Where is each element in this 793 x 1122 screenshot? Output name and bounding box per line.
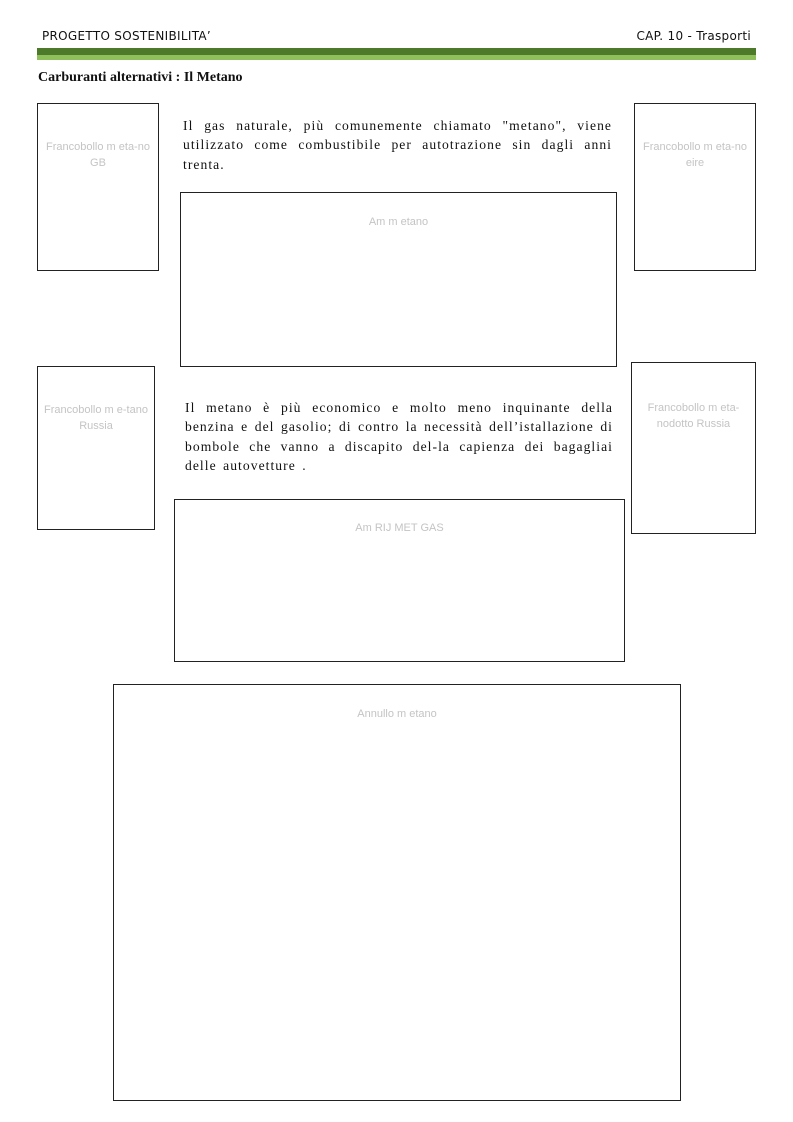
header-left: PROGETTO SOSTENIBILITA’ bbox=[42, 29, 212, 43]
section-title: Carburanti alternativi : Il Metano bbox=[38, 70, 243, 85]
stamp-label-metanodotto-russia: Francobollo m eta-nodotto Russia bbox=[647, 402, 740, 430]
paragraph-1: Il gas naturale, più comunemente chiamato "metano", viene utilizzato come combustibile per autotrazione sin dagli anni trenta. bbox=[183, 118, 612, 172]
cancellation-frame-metano bbox=[113, 684, 681, 1101]
header-band-light bbox=[37, 55, 756, 60]
cancellation-label-metano: Annullo m etano bbox=[357, 708, 437, 720]
meter-label-metano: Am m etano bbox=[368, 216, 429, 228]
stamp-frame-eire bbox=[634, 103, 756, 271]
stamp-frame-metanodotto-russia bbox=[631, 362, 756, 534]
stamp-label-russia: Francobollo m e-tano Russia bbox=[44, 404, 148, 432]
stamp-frame-russia bbox=[37, 366, 155, 530]
stamp-frame-gb bbox=[37, 103, 159, 271]
paragraph-2: Il metano è più economico e molto meno inquinante della benzina e del gasolio; di contro la necessità dell’istallazione di bombole che vanno a discapito del-la capienza dei bagagliai delle autovetture . bbox=[185, 400, 613, 473]
stamp-label-eire: Francobollo m eta-no eire bbox=[643, 141, 747, 169]
meter-frame-metano bbox=[180, 192, 617, 367]
meter-label-rij-met-gas: Am RIJ MET GAS bbox=[355, 522, 444, 534]
stamp-label-gb: Francobollo m eta-no GB bbox=[46, 141, 150, 169]
meter-frame-rij-met-gas bbox=[174, 499, 625, 662]
header-right: CAP. 10 - Trasporti bbox=[636, 29, 751, 43]
header-band-dark bbox=[37, 48, 756, 55]
